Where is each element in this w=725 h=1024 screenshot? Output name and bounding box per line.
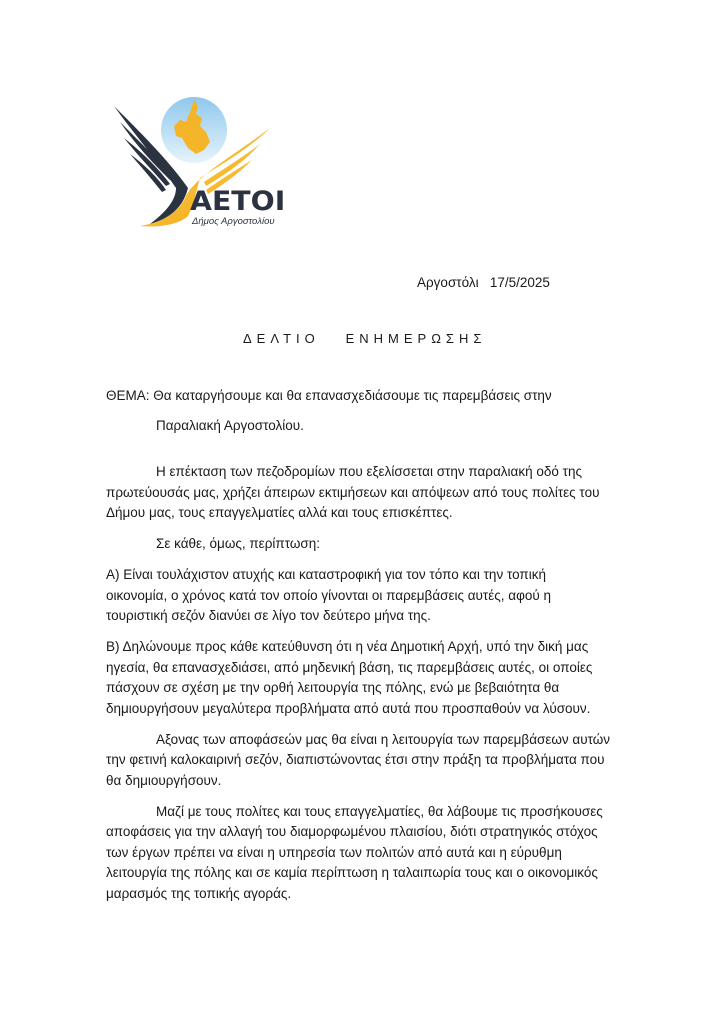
paragraph-line: πάσχουν σε σχέση με την ορθή λειτουργία της πόλης, ενώ με βεβαιότητα θα: [106, 680, 560, 695]
paragraph: [106, 802, 626, 905]
paragraph-line: Η επέκταση των πεζοδρομίων που εξελίσσεται στην παραλιακή οδό της: [156, 464, 582, 479]
paragraph-line: ηγεσία, θα επανασχεδιάσει, από μηδενική βάση, τις παρεμβάσεις αυτές, οι οποίες: [106, 659, 593, 675]
logo: [110, 92, 286, 232]
paragraph: [106, 462, 626, 524]
subject-line-continued: Παραλιακή Αργοστολίου.: [156, 418, 304, 433]
paragraph: [106, 534, 626, 555]
paragraph: [106, 730, 626, 792]
place-and-date: Αργοστόλι 17/5/2025: [417, 275, 550, 290]
paragraph-line: μαρασμός της τοπικής αγοράς.: [106, 885, 292, 901]
paragraph-line: λειτουργία της πόλης και σε καμία περίπτωση η ταλαιπωρία τους και ο οικονομικός: [106, 865, 598, 880]
paragraph-line: δημιουργήσουν μεγαλύτερα προβλήματα από αυτά που προσπαθούν να λύσουν.: [106, 700, 591, 716]
paragraph-line: την φετινή καλοκαιρινή σεζόν, διαπιστώνοντας έτσι στην πράξη τα προβλήματα που: [106, 752, 605, 767]
paragraph-line: Β) Δηλώνουμε προς κάθε κατεύθυνση ότι η νέα Δημοτική Αρχή, υπό την δική μας: [106, 639, 589, 654]
paragraph-line: τουριστική σεζόν διανύει σε λίγο τον δεύτερο μήνα της.: [106, 608, 431, 623]
paragraph-line: αποφάσεις για την αλλαγή του διαμορφωμένου πλαισίου, διότι στρατηγικός στόχος: [106, 824, 598, 839]
logo-subtitle: Δήμος Αργοστολίου: [192, 216, 275, 227]
paragraph-line: Σε κάθε, όμως, περίπτωση:: [156, 536, 320, 551]
paragraph-line: οικονομία, ο χρόνος κατά τον οποίο γίνονται οι παρεμβάσεις αυτές, αφού η: [106, 587, 551, 603]
paragraph-line: Αξονας των αποφάσεών μας θα είναι η λειτουργία των παρεμβάσεων αυτών: [156, 731, 611, 747]
paragraph-line: πρωτεύουσάς μας, χρήζει άπειρων εκτιμήσεων και απόψεων από τους πολίτες του: [106, 484, 600, 500]
paragraph-line: Δήμου μας, τους επαγγελματίες αλλά και τους επισκέπτες.: [106, 505, 453, 520]
subject-line: ΘΕΜΑ: Θα καταργήσουμε και θα επανασχεδιάσουμε τις παρεμβάσεις στην: [106, 388, 552, 403]
paragraph: [106, 565, 626, 627]
logo-title: ΑΕΤΟΙ: [190, 186, 286, 217]
document-title: ΔΕΛΤΙΟ ΕΝΗΜΕΡΩΣΗΣ: [243, 331, 487, 346]
paragraph-line: των έργων πρέπει να είναι η υπηρεσία των πολιτών από αυτά και η εύρυθμη: [106, 844, 562, 860]
paragraph: [106, 637, 626, 719]
paragraph-line: Μαζί με τους πολίτες και τους επαγγελματίες, θα λάβουμε τις προσήκουσες: [156, 803, 603, 819]
paragraph-line: Α) Είναι τουλάχιστον ατυχής και καταστροφική για τον τόπο και την τοπική: [106, 567, 546, 582]
paragraph-line: θα δημιουργήσουν.: [106, 772, 222, 788]
document-body: [106, 462, 626, 915]
